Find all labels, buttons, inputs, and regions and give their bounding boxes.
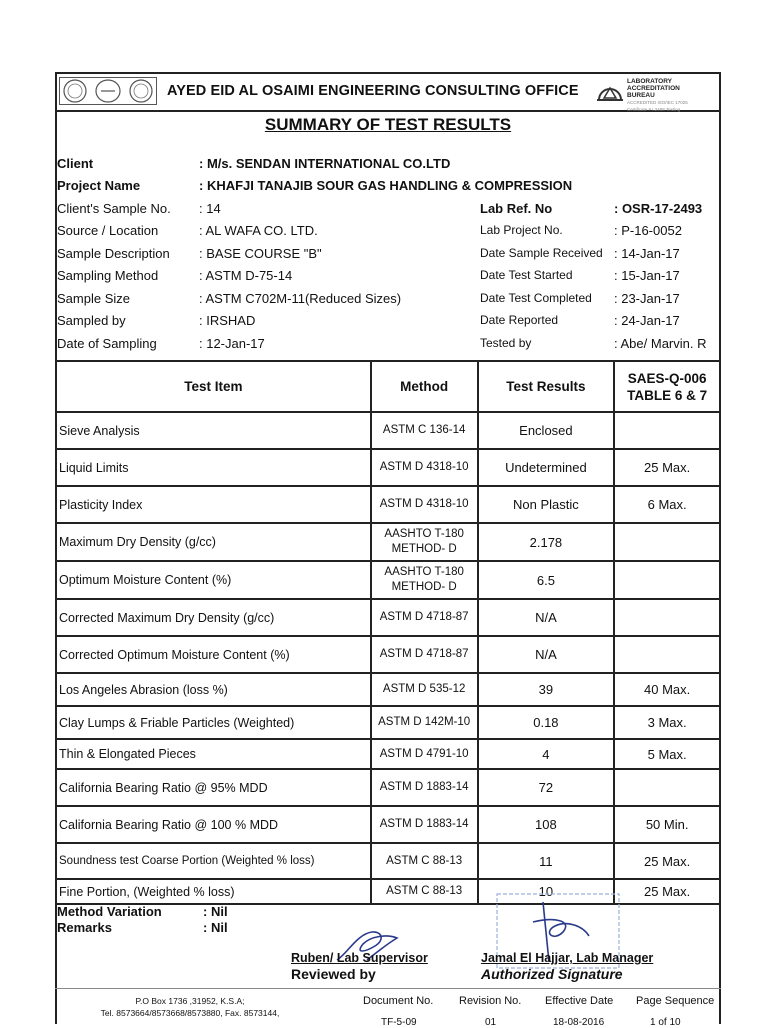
info-left-field-label: Project Name bbox=[57, 178, 141, 193]
cell-method-line1: ASTM D 4318-10 bbox=[379, 498, 469, 510]
cell-method-line2: METHOD- D bbox=[391, 543, 457, 555]
cell-method bbox=[371, 843, 478, 879]
cell-method bbox=[371, 561, 478, 599]
accreditation-small1: ACCREDITED ISO/IEC 17025 bbox=[627, 100, 688, 105]
cell-method bbox=[371, 769, 478, 806]
reviewed-by-label: Reviewed by bbox=[291, 966, 376, 982]
cell-test-item: Clay Lumps & Friable Particles (Weighted) bbox=[56, 706, 371, 739]
accreditation-badge bbox=[593, 76, 717, 112]
header-spec bbox=[614, 361, 720, 412]
cell-method bbox=[371, 523, 478, 561]
info-left-field-label: Date of Sampling bbox=[57, 336, 157, 351]
cell-method bbox=[371, 673, 478, 706]
cell-method-line1: ASTM C 88-13 bbox=[386, 854, 463, 867]
cell-test-result: Undetermined bbox=[478, 449, 615, 486]
company-logo-icon bbox=[59, 77, 157, 105]
cell-test-item: Liquid Limits bbox=[56, 449, 371, 486]
info-right-field-value: : 23-Jan-17 bbox=[614, 291, 680, 306]
effective-date-label: Effective Date bbox=[545, 995, 614, 1007]
cell-method-line1: ASTM D 4318-10 bbox=[379, 461, 469, 473]
cell-spec-limit: 25 Max. bbox=[614, 449, 720, 486]
cell-spec-limit bbox=[614, 636, 720, 673]
document-control-bar bbox=[55, 988, 721, 1028]
cell-method-line1: ASTM D 4718-87 bbox=[379, 611, 469, 623]
method-variation-value: : Nil bbox=[203, 904, 228, 919]
cell-test-result: N/A bbox=[478, 636, 615, 673]
results-table bbox=[55, 360, 721, 905]
table-row bbox=[56, 739, 720, 769]
cell-test-item: California Bearing Ratio @ 95% MDD bbox=[56, 769, 371, 806]
info-right-field-value: : Abe/ Marvin. R bbox=[614, 336, 707, 351]
cell-test-result: 10 bbox=[478, 879, 615, 904]
info-left-field-value: : 14 bbox=[199, 201, 221, 216]
table-row bbox=[56, 706, 720, 739]
cell-method-line1: ASTM D 142M-10 bbox=[378, 716, 471, 728]
cell-test-result: N/A bbox=[478, 599, 615, 636]
info-right-field-value: : OSR-17-2493 bbox=[614, 201, 703, 216]
accreditation-logo-icon bbox=[595, 80, 625, 104]
authorized-signature-label: Authorized Signature bbox=[481, 966, 623, 982]
table-row bbox=[56, 599, 720, 636]
method-variation-label: Method Variation bbox=[57, 904, 162, 919]
accreditation-line2: ACCREDITATION bbox=[627, 85, 680, 92]
cell-spec-limit bbox=[614, 599, 720, 636]
cell-test-item: California Bearing Ratio @ 100 % MDD bbox=[56, 806, 371, 843]
cell-method bbox=[371, 412, 478, 449]
table-row bbox=[56, 843, 720, 879]
table-row bbox=[56, 806, 720, 843]
cell-spec-limit bbox=[614, 561, 720, 599]
cell-method-line1: ASTM D 4791-10 bbox=[379, 747, 469, 760]
cell-method bbox=[371, 706, 478, 739]
cell-test-result: 2.178 bbox=[478, 523, 615, 561]
cell-test-result: 72 bbox=[478, 769, 615, 806]
cell-method bbox=[371, 486, 478, 523]
accreditation-small2: Certificate # L2488 Testing bbox=[627, 107, 681, 112]
info-right-field-label: Date Test Started bbox=[480, 268, 573, 282]
info-left-field-label: Source / Location bbox=[57, 223, 159, 238]
company-address bbox=[75, 995, 305, 1019]
page-sequence-value: 1 of 10 bbox=[650, 1017, 681, 1028]
info-left-field-value: : 12-Jan-17 bbox=[199, 336, 265, 351]
cell-method-line1: ASTM C 136-14 bbox=[382, 424, 466, 436]
supervisor-name: Ruben/ Lab Supervisor bbox=[291, 951, 428, 965]
cell-test-item: Optimum Moisture Content (%) bbox=[56, 561, 371, 599]
table-row bbox=[56, 412, 720, 449]
cell-test-item: Fine Portion, (Weighted % loss) bbox=[56, 879, 371, 904]
header-method: Method bbox=[371, 361, 478, 412]
info-left-field-value: : ASTM C702M-11(Reduced Sizes) bbox=[199, 291, 402, 306]
address-line1: P.O Box 1736 ,31952, K.S.A; bbox=[135, 996, 245, 1006]
cell-spec-limit: 40 Max. bbox=[614, 673, 720, 706]
cell-spec-limit: 3 Max. bbox=[614, 706, 720, 739]
cell-test-item: Soundness test Coarse Portion (Weighted % loss) bbox=[56, 843, 371, 879]
info-left-field-label: Client bbox=[57, 156, 94, 171]
info-right-field-label: Date Test Completed bbox=[480, 291, 592, 305]
cell-test-result: 4 bbox=[478, 739, 615, 769]
cell-test-item: Thin & Elongated Pieces bbox=[56, 739, 371, 769]
info-left-field-value: : AL WAFA CO. LTD. bbox=[199, 223, 318, 238]
cell-spec-limit bbox=[614, 523, 720, 561]
cell-method bbox=[371, 806, 478, 843]
cell-test-result: 0.18 bbox=[478, 706, 615, 739]
header-spec-line1: SAES-Q-006 bbox=[627, 370, 707, 386]
cell-spec-limit bbox=[614, 412, 720, 449]
doc-no-value: TF-5-09 bbox=[381, 1017, 417, 1028]
organization-name: AYED EID AL OSAIMI ENGINEERING CONSULTING OFFICE bbox=[167, 83, 579, 99]
info-left-field-value: : KHAFJI TANAJIB SOUR GAS HANDLING & COMPRESSION bbox=[199, 178, 573, 193]
cell-method bbox=[371, 599, 478, 636]
info-right-field-label: Date Reported bbox=[480, 313, 559, 327]
table-row bbox=[56, 561, 720, 599]
cell-test-result: 11 bbox=[478, 843, 615, 879]
table-row bbox=[56, 523, 720, 561]
cell-method bbox=[371, 739, 478, 769]
header-test-results: Test Results bbox=[478, 361, 615, 412]
cell-test-item: Sieve Analysis bbox=[56, 412, 371, 449]
cell-spec-limit bbox=[614, 769, 720, 806]
cell-method-line1: AASHTO T-180 bbox=[384, 528, 464, 540]
table-row bbox=[56, 449, 720, 486]
cell-test-item: Maximum Dry Density (g/cc) bbox=[56, 523, 371, 561]
doc-no-label: Document No. bbox=[363, 995, 434, 1007]
accreditation-line1: LABORATORY bbox=[627, 78, 673, 85]
results-body bbox=[56, 412, 720, 904]
info-left-field-label: Sampled by bbox=[57, 313, 126, 328]
cell-method-line1: ASTM D 1883-14 bbox=[379, 781, 469, 793]
info-left-field-label: Sampling Method bbox=[57, 268, 159, 283]
cell-test-result: Non Plastic bbox=[478, 486, 615, 523]
info-right-field-value: : 24-Jan-17 bbox=[614, 313, 680, 328]
cell-spec-limit: 25 Max. bbox=[614, 843, 720, 879]
revision-label: Revision No. bbox=[459, 995, 522, 1007]
report-frame bbox=[55, 72, 721, 1024]
cell-method bbox=[371, 449, 478, 486]
info-left-field-value: : IRSHAD bbox=[199, 313, 256, 328]
table-header-row bbox=[56, 361, 720, 412]
table-row bbox=[56, 486, 720, 523]
cell-spec-limit: 25 Max. bbox=[614, 879, 720, 904]
info-right-field-label: Date Sample Received bbox=[480, 246, 603, 260]
cell-method-line1: ASTM C 88-13 bbox=[386, 885, 463, 897]
cell-test-item: Corrected Maximum Dry Density (g/cc) bbox=[56, 599, 371, 636]
table-row bbox=[56, 636, 720, 673]
info-left-field-label: Sample Description bbox=[57, 246, 170, 261]
info-right-field-label: Lab Project No. bbox=[480, 223, 563, 237]
info-right-field-label: Lab Ref. No bbox=[480, 201, 553, 216]
info-left-field-value: : BASE COURSE "B" bbox=[199, 246, 322, 261]
remarks-value: : Nil bbox=[203, 920, 228, 935]
header-test-item: Test Item bbox=[56, 361, 371, 412]
cell-spec-limit: 50 Min. bbox=[614, 806, 720, 843]
cell-test-item: Los Angeles Abrasion (loss %) bbox=[56, 673, 371, 706]
report-title: SUMMARY OF TEST RESULTS bbox=[264, 115, 512, 134]
revision-value: 01 bbox=[485, 1017, 497, 1028]
info-left-field-label: Sample Size bbox=[57, 291, 130, 306]
cell-test-item: Plasticity Index bbox=[56, 486, 371, 523]
accreditation-line3: BUREAU bbox=[627, 92, 655, 99]
report-header bbox=[57, 74, 719, 112]
cell-method-line1: ASTM D 535-12 bbox=[382, 683, 466, 695]
cell-method-line1: AASHTO T-180 bbox=[384, 566, 464, 578]
cell-method-line1: ASTM D 1883-14 bbox=[379, 818, 469, 830]
table-row bbox=[56, 769, 720, 806]
cell-method-line1: ASTM D 4718-87 bbox=[379, 648, 469, 660]
info-right-field-value: : 14-Jan-17 bbox=[614, 246, 680, 261]
cell-test-item: Corrected Optimum Moisture Content (%) bbox=[56, 636, 371, 673]
header-spec-line2: TABLE 6 & 7 bbox=[627, 387, 708, 403]
manager-name: Jamal El Hajjar, Lab Manager bbox=[481, 951, 654, 965]
page-sequence-label: Page Sequence bbox=[636, 995, 715, 1007]
table-row bbox=[56, 673, 720, 706]
remarks-label: Remarks bbox=[57, 920, 112, 935]
effective-date-value: 18-08-2016 bbox=[553, 1017, 605, 1028]
info-left-field-value: : M/s. SENDAN INTERNATIONAL CO.LTD bbox=[199, 156, 451, 171]
info-right-field-value: : P-16-0052 bbox=[614, 223, 682, 238]
cell-spec-limit: 6 Max. bbox=[614, 486, 720, 523]
info-left-field-label: Client's Sample No. bbox=[57, 201, 171, 216]
cell-test-result: 39 bbox=[478, 673, 615, 706]
address-line2: Tel. 8573664/8573668/8573880, Fax. 8573144, bbox=[100, 1008, 280, 1018]
cell-method bbox=[371, 879, 478, 904]
info-right-field-value: : 15-Jan-17 bbox=[614, 268, 680, 283]
cell-test-result: 108 bbox=[478, 806, 615, 843]
cell-spec-limit: 5 Max. bbox=[614, 739, 720, 769]
cell-method bbox=[371, 636, 478, 673]
info-left-field-value: : ASTM D-75-14 bbox=[199, 268, 293, 283]
cell-method-line2: METHOD- D bbox=[391, 581, 457, 593]
cell-test-result: 6.5 bbox=[478, 561, 615, 599]
info-right-field-label: Tested by bbox=[480, 336, 532, 350]
cell-test-result: Enclosed bbox=[478, 412, 615, 449]
